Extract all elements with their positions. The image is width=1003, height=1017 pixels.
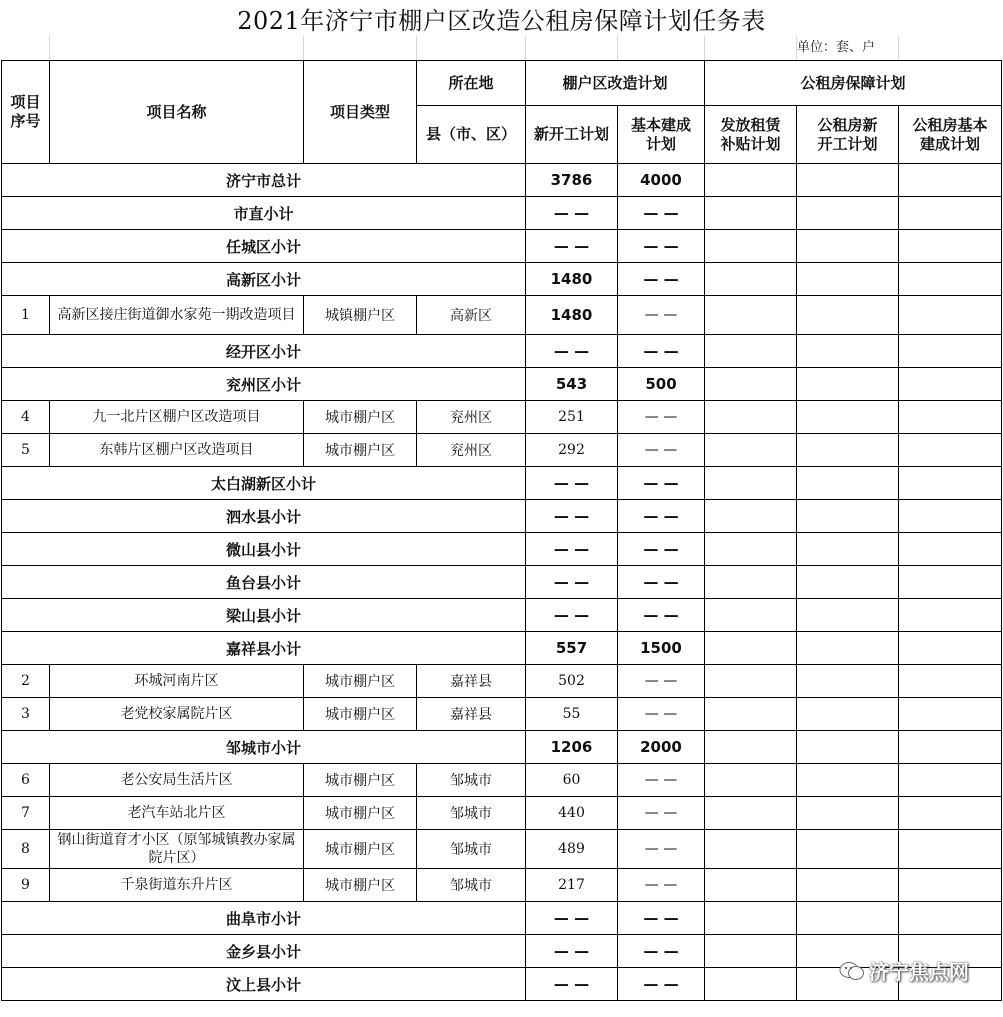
subsidy-value <box>705 698 797 731</box>
basic-build-value: — — <box>618 230 705 263</box>
subsidy-value <box>705 164 797 197</box>
basic-build-value: — — <box>618 968 705 1001</box>
new-start-value: 251 <box>526 401 618 434</box>
basic-build-value: — — <box>618 533 705 566</box>
new-start-value: — — <box>526 533 618 566</box>
header-new-start: 新开工计划 <box>526 106 618 164</box>
watermark-text: 济宁焦点网 <box>869 960 969 984</box>
new-start-value: 292 <box>526 434 618 467</box>
pr-new-value <box>797 665 899 698</box>
table-row <box>2 830 1002 869</box>
row-seq: 6 <box>2 764 50 797</box>
pr-new-value <box>797 869 899 902</box>
basic-build-value: — — <box>618 197 705 230</box>
basic-build-value: — — <box>618 566 705 599</box>
subsidy-value <box>705 902 797 935</box>
pr-new-value <box>797 164 899 197</box>
grid-line <box>704 36 705 60</box>
project-county: 邹城市 <box>417 869 526 902</box>
subtotal-label: 嘉祥县小计 <box>2 632 526 665</box>
header-basic-build: 基本建成 计划 <box>618 106 705 164</box>
new-start-value: — — <box>526 467 618 500</box>
pr-build-value <box>899 632 1002 665</box>
project-county: 嘉祥县 <box>417 698 526 731</box>
row-seq: 5 <box>2 434 50 467</box>
pr-new-value <box>797 263 899 296</box>
project-name: 老党校家属院片区 <box>50 698 304 731</box>
subtotal-row <box>2 500 1002 533</box>
pr-new-value <box>797 533 899 566</box>
pr-build-value <box>899 368 1002 401</box>
subtotal-label: 济宁市总计 <box>2 164 526 197</box>
wechat-icon <box>839 961 865 981</box>
header-type: 项目类型 <box>304 61 417 164</box>
subtotal-label: 高新区小计 <box>2 263 526 296</box>
table-row <box>2 764 1002 797</box>
pr-build-value <box>899 869 1002 902</box>
subsidy-value <box>705 764 797 797</box>
project-type: 城镇棚户区 <box>304 296 417 335</box>
project-name: 千泉街道东升片区 <box>50 869 304 902</box>
basic-build-value: 4000 <box>618 164 705 197</box>
pr-build-value <box>899 500 1002 533</box>
project-name: 九一北片区棚户区改造项目 <box>50 401 304 434</box>
pr-build-value <box>899 731 1002 764</box>
subsidy-value <box>705 731 797 764</box>
project-county: 兖州区 <box>417 434 526 467</box>
header-name: 项目名称 <box>50 61 304 164</box>
subsidy-value <box>705 566 797 599</box>
new-start-value: 502 <box>526 665 618 698</box>
new-start-value: — — <box>526 230 618 263</box>
basic-build-value: — — <box>618 797 705 830</box>
pr-build-value <box>899 230 1002 263</box>
table-row <box>2 665 1002 698</box>
project-county: 高新区 <box>417 296 526 335</box>
basic-build-value: 1500 <box>618 632 705 665</box>
row-seq: 4 <box>2 401 50 434</box>
row-seq: 7 <box>2 797 50 830</box>
basic-build-value: — — <box>618 467 705 500</box>
project-name: 高新区接庄街道御水家苑一期改造项目 <box>50 296 304 335</box>
new-start-value: 557 <box>526 632 618 665</box>
pr-build-value <box>899 566 1002 599</box>
subtotal-row <box>2 467 1002 500</box>
subtotal-label: 曲阜市小计 <box>2 902 526 935</box>
header-location: 所在地 <box>417 61 526 106</box>
basic-build-value: — — <box>618 335 705 368</box>
subsidy-value <box>705 665 797 698</box>
basic-build-value: — — <box>618 401 705 434</box>
pr-new-value <box>797 401 899 434</box>
pr-new-value <box>797 731 899 764</box>
pr-new-value <box>797 335 899 368</box>
unit-label: 单位：套、户 <box>797 40 876 55</box>
page-title: 2021年济宁市棚户区改造公租房保障计划任务表 <box>237 6 766 35</box>
subsidy-value <box>705 467 797 500</box>
subtotal-label: 金乡县小计 <box>2 935 526 968</box>
project-county: 邹城市 <box>417 830 526 869</box>
basic-build-value: 500 <box>618 368 705 401</box>
subtotal-row <box>2 533 1002 566</box>
pr-build-value <box>899 902 1002 935</box>
pr-build-value <box>899 665 1002 698</box>
header-county: 县（市、区） <box>417 106 526 164</box>
header-public-plan: 公租房保障计划 <box>705 61 1002 106</box>
subtotal-row <box>2 731 1002 764</box>
subtotal-row <box>2 197 1002 230</box>
basic-build-value: — — <box>618 500 705 533</box>
header-shanty-plan: 棚户区改造计划 <box>526 61 705 106</box>
project-type: 城市棚户区 <box>304 764 417 797</box>
project-name: 钢山街道育才小区（原邹城镇教办家属院片区） <box>50 830 304 869</box>
header-seq: 项目 序号 <box>2 61 50 164</box>
pr-build-value <box>899 764 1002 797</box>
pr-build-value <box>899 197 1002 230</box>
pr-new-value <box>797 197 899 230</box>
row-seq: 3 <box>2 698 50 731</box>
basic-build-value: — — <box>618 935 705 968</box>
subsidy-value <box>705 296 797 335</box>
subsidy-value <box>705 935 797 968</box>
new-start-value: — — <box>526 500 618 533</box>
pr-new-value <box>797 566 899 599</box>
pr-build-value <box>899 164 1002 197</box>
project-name: 东韩片区棚户区改造项目 <box>50 434 304 467</box>
subtotal-label: 鱼台县小计 <box>2 566 526 599</box>
new-start-value: 1480 <box>526 296 618 335</box>
new-start-value: — — <box>526 935 618 968</box>
new-start-value: — — <box>526 566 618 599</box>
basic-build-value: — — <box>618 434 705 467</box>
new-start-value: — — <box>526 197 618 230</box>
subtotal-row <box>2 230 1002 263</box>
pr-new-value <box>797 797 899 830</box>
pr-build-value <box>899 797 1002 830</box>
basic-build-value: — — <box>618 869 705 902</box>
subtotal-label: 兖州区小计 <box>2 368 526 401</box>
subsidy-value <box>705 968 797 1001</box>
pr-new-value <box>797 500 899 533</box>
new-start-value: — — <box>526 902 618 935</box>
subtotal-label: 梁山县小计 <box>2 599 526 632</box>
project-county: 邹城市 <box>417 764 526 797</box>
basic-build-value: — — <box>618 599 705 632</box>
project-county: 嘉祥县 <box>417 665 526 698</box>
subtotal-label: 太白湖新区小计 <box>2 467 526 500</box>
grid-line <box>525 36 526 60</box>
basic-build-value: — — <box>618 830 705 869</box>
new-start-value: — — <box>526 968 618 1001</box>
basic-build-value: — — <box>618 764 705 797</box>
project-type: 城市棚户区 <box>304 830 417 869</box>
table-row <box>2 869 1002 902</box>
pr-build-value <box>899 335 1002 368</box>
subtotal-row <box>2 902 1002 935</box>
subsidy-value <box>705 263 797 296</box>
project-name: 环城河南片区 <box>50 665 304 698</box>
table-body <box>2 164 1002 1001</box>
new-start-value: — — <box>526 599 618 632</box>
pr-build-value <box>899 698 1002 731</box>
table-row <box>2 296 1002 335</box>
new-start-value: 217 <box>526 869 618 902</box>
subtotal-label: 泗水县小计 <box>2 500 526 533</box>
subtotal-label: 邹城市小计 <box>2 731 526 764</box>
subsidy-value <box>705 830 797 869</box>
plan-table <box>1 60 1002 1001</box>
grid-line <box>303 36 304 60</box>
new-start-value: 60 <box>526 764 618 797</box>
subtotal-row <box>2 566 1002 599</box>
new-start-value: 543 <box>526 368 618 401</box>
subtotal-label: 经开区小计 <box>2 335 526 368</box>
pr-new-value <box>797 698 899 731</box>
pr-new-value <box>797 467 899 500</box>
table-row <box>2 797 1002 830</box>
project-name: 老汽车站北片区 <box>50 797 304 830</box>
pr-new-value <box>797 902 899 935</box>
project-type: 城市棚户区 <box>304 665 417 698</box>
basic-build-value: — — <box>618 698 705 731</box>
pr-build-value <box>899 296 1002 335</box>
grid-line <box>617 36 618 60</box>
pr-new-value <box>797 230 899 263</box>
pr-build-value <box>899 533 1002 566</box>
project-county: 邹城市 <box>417 797 526 830</box>
pr-new-value <box>797 368 899 401</box>
subsidy-value <box>705 599 797 632</box>
row-seq: 2 <box>2 665 50 698</box>
basic-build-value: — — <box>618 296 705 335</box>
project-county: 兖州区 <box>417 401 526 434</box>
subtotal-row <box>2 599 1002 632</box>
project-type: 城市棚户区 <box>304 698 417 731</box>
project-name: 老公安局生活片区 <box>50 764 304 797</box>
table-row <box>2 434 1002 467</box>
header-pr-build: 公租房基本 建成计划 <box>899 106 1002 164</box>
new-start-value: 3786 <box>526 164 618 197</box>
row-seq: 8 <box>2 830 50 869</box>
pr-build-value <box>899 263 1002 296</box>
pr-build-value <box>899 467 1002 500</box>
new-start-value: 55 <box>526 698 618 731</box>
subtotal-label: 汶上县小计 <box>2 968 526 1001</box>
subtotal-label: 任城区小计 <box>2 230 526 263</box>
subsidy-value <box>705 500 797 533</box>
basic-build-value: 2000 <box>618 731 705 764</box>
new-start-value: 489 <box>526 830 618 869</box>
pr-new-value <box>797 599 899 632</box>
subsidy-value <box>705 869 797 902</box>
subtotal-label: 市直小计 <box>2 197 526 230</box>
subsidy-value <box>705 335 797 368</box>
subsidy-value <box>705 632 797 665</box>
row-seq: 9 <box>2 869 50 902</box>
subtotal-row <box>2 632 1002 665</box>
pr-new-value <box>797 434 899 467</box>
subsidy-value <box>705 797 797 830</box>
pr-new-value <box>797 296 899 335</box>
subtotal-row <box>2 164 1002 197</box>
grid-line <box>416 36 417 60</box>
subsidy-value <box>705 533 797 566</box>
subsidy-value <box>705 230 797 263</box>
subsidy-value <box>705 368 797 401</box>
header-pr-new: 公租房新 开工计划 <box>797 106 899 164</box>
watermark <box>839 956 969 985</box>
subtotal-row <box>2 335 1002 368</box>
grid-line <box>898 36 899 60</box>
basic-build-value: — — <box>618 665 705 698</box>
subtotal-label: 微山县小计 <box>2 533 526 566</box>
new-start-value: 1480 <box>526 263 618 296</box>
project-type: 城市棚户区 <box>304 401 417 434</box>
subsidy-value <box>705 401 797 434</box>
project-type: 城市棚户区 <box>304 434 417 467</box>
pr-new-value <box>797 632 899 665</box>
new-start-value: — — <box>526 335 618 368</box>
project-type: 城市棚户区 <box>304 869 417 902</box>
subtotal-row <box>2 263 1002 296</box>
pr-build-value <box>899 599 1002 632</box>
project-type: 城市棚户区 <box>304 797 417 830</box>
basic-build-value: — — <box>618 902 705 935</box>
subtotal-row <box>2 368 1002 401</box>
new-start-value: 1206 <box>526 731 618 764</box>
header-subsidy: 发放租赁 补贴计划 <box>705 106 797 164</box>
table-row <box>2 401 1002 434</box>
subsidy-value <box>705 197 797 230</box>
pr-new-value <box>797 764 899 797</box>
pr-build-value <box>899 434 1002 467</box>
row-seq: 1 <box>2 296 50 335</box>
pr-build-value <box>899 401 1002 434</box>
subsidy-value <box>705 434 797 467</box>
grid-line <box>49 36 50 60</box>
table-row <box>2 698 1002 731</box>
basic-build-value: — — <box>618 263 705 296</box>
pr-new-value <box>797 830 899 869</box>
pr-build-value <box>899 830 1002 869</box>
new-start-value: 440 <box>526 797 618 830</box>
